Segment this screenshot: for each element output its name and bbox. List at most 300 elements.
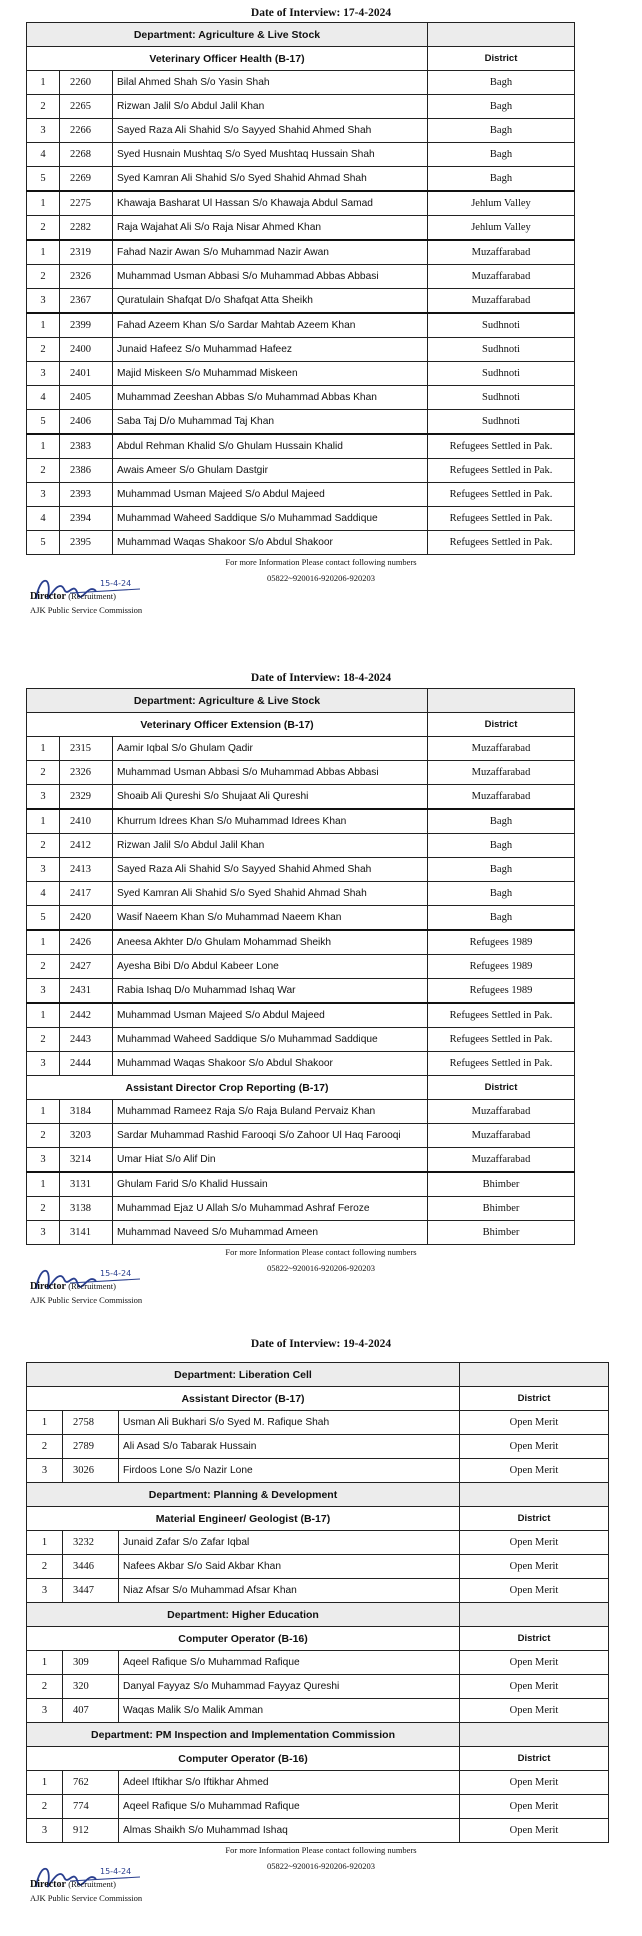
serial-number: 3 — [27, 1579, 63, 1603]
candidate-name: Aqeel Rafique S/o Muhammad Rafique — [119, 1795, 460, 1819]
table-row — [27, 1221, 575, 1245]
district: Muzaffarabad — [428, 1148, 575, 1173]
table-row — [27, 313, 575, 338]
roll-number: 2326 — [60, 265, 113, 289]
serial-number: 4 — [27, 386, 60, 410]
candidate-name: Rizwan Jalil S/o Abdul Jalil Khan — [113, 834, 428, 858]
table-row — [27, 1795, 609, 1819]
contact-numbers: 05822~920016-920206-920203 — [266, 1263, 375, 1273]
roll-number: 2399 — [60, 313, 113, 338]
roll-number: 3026 — [63, 1459, 119, 1483]
candidate-name: Fahad Azeem Khan S/o Sardar Mahtab Azeem Khan — [113, 313, 428, 338]
district: Bagh — [428, 143, 575, 167]
table-row — [27, 119, 575, 143]
candidate-name: Muhammad Waheed Saddique S/o Muhammad Saddique — [113, 1028, 428, 1052]
table-row — [27, 906, 575, 931]
district: Bagh — [428, 95, 575, 119]
department-name: Department: Liberation Cell — [27, 1363, 460, 1387]
table-row — [27, 362, 575, 386]
district: Muzaffarabad — [428, 737, 575, 761]
table-row — [27, 1555, 609, 1579]
commission-name: AJK Public Service Commission — [30, 1893, 143, 1903]
roll-number: 2417 — [60, 882, 113, 906]
table-row — [27, 1771, 609, 1795]
district: Refugees Settled in Pak. — [428, 459, 575, 483]
district: Bhimber — [428, 1172, 575, 1197]
candidate-name: Muhammad Naveed S/o Muhammad Ameen — [113, 1221, 428, 1245]
district: Bagh — [428, 167, 575, 192]
roll-number: 3184 — [60, 1100, 113, 1124]
district: Open Merit — [460, 1435, 609, 1459]
candidate-name: Usman Ali Bukhari S/o Syed M. Rafique Shah — [119, 1411, 460, 1435]
department-row — [27, 1603, 609, 1627]
district: Muzaffarabad — [428, 785, 575, 810]
roll-number: 2431 — [60, 979, 113, 1004]
serial-number: 4 — [27, 882, 60, 906]
district: Open Merit — [460, 1675, 609, 1699]
table-row — [27, 1819, 609, 1843]
roll-number: 2442 — [60, 1003, 113, 1028]
serial-number: 2 — [27, 265, 60, 289]
district-header: District — [460, 1387, 609, 1411]
serial-number: 1 — [27, 191, 60, 216]
roll-number: 2427 — [60, 955, 113, 979]
district: Open Merit — [460, 1795, 609, 1819]
roll-number: 2265 — [60, 95, 113, 119]
candidate-name: Waqas Malik S/o Malik Amman — [119, 1699, 460, 1723]
department-name: Department: Higher Education — [27, 1603, 460, 1627]
candidate-name: Saba Taj D/o Muhammad Taj Khan — [113, 410, 428, 435]
roll-number: 309 — [63, 1651, 119, 1675]
serial-number: 1 — [27, 71, 60, 95]
district-header: District — [428, 47, 575, 71]
interview-date: Date of Interview: 18-4-2024 — [250, 672, 392, 684]
district: Bagh — [428, 858, 575, 882]
blank-cell — [460, 1723, 609, 1747]
director-label: Director (Recruitment) — [30, 1879, 116, 1890]
post-title: Material Engineer/ Geologist (B-17) — [27, 1507, 460, 1531]
candidate-name: Khawaja Basharat Ul Hassan S/o Khawaja Abdul Samad — [113, 191, 428, 216]
candidate-name: Muhammad Rameez Raja S/o Raja Buland Pervaiz Khan — [113, 1100, 428, 1124]
commission-name: AJK Public Service Commission — [30, 1295, 143, 1305]
blank-cell — [460, 1363, 609, 1387]
serial-number: 4 — [27, 507, 60, 531]
table-row — [27, 507, 575, 531]
roll-number: 3203 — [60, 1124, 113, 1148]
signature-image — [30, 1857, 160, 1897]
roll-number: 407 — [63, 1699, 119, 1723]
roll-number: 3141 — [60, 1221, 113, 1245]
post-row — [27, 47, 575, 71]
roll-number: 2758 — [63, 1411, 119, 1435]
serial-number: 1 — [27, 240, 60, 265]
table-row — [27, 1579, 609, 1603]
roll-number: 3232 — [63, 1531, 119, 1555]
district-header: District — [460, 1507, 609, 1531]
serial-number: 2 — [27, 1795, 63, 1819]
director-label: Director (Recruitment) — [30, 591, 116, 602]
district: Muzaffarabad — [428, 289, 575, 314]
commission-name: AJK Public Service Commission — [30, 605, 143, 615]
table-row — [27, 1411, 609, 1435]
candidate-name: Shoaib Ali Qureshi S/o Shujaat Ali Qureshi — [113, 785, 428, 810]
table-row — [27, 338, 575, 362]
district: Muzaffarabad — [428, 265, 575, 289]
district: Sudhnoti — [428, 386, 575, 410]
candidate-name: Muhammad Waheed Saddique S/o Muhammad Saddique — [113, 507, 428, 531]
table-row — [27, 95, 575, 119]
post-row — [27, 1627, 609, 1651]
roll-number: 2383 — [60, 434, 113, 459]
department-row — [27, 1483, 609, 1507]
serial-number: 2 — [27, 95, 60, 119]
serial-number: 1 — [27, 1651, 63, 1675]
district: Bagh — [428, 71, 575, 95]
roll-number: 2405 — [60, 386, 113, 410]
district: Jehlum Valley — [428, 216, 575, 241]
roll-number: 2266 — [60, 119, 113, 143]
candidate-name: Sardar Muhammad Rashid Farooqi S/o Zahoor Ul Haq Farooqi — [113, 1124, 428, 1148]
candidate-name: Danyal Fayyaz S/o Muhammad Fayyaz Qureshi — [119, 1675, 460, 1699]
district: Bagh — [428, 882, 575, 906]
district: Open Merit — [460, 1651, 609, 1675]
district: Sudhnoti — [428, 362, 575, 386]
district: Refugees Settled in Pak. — [428, 1028, 575, 1052]
candidate-name: Syed Kamran Ali Shahid S/o Syed Shahid Ahmad Shah — [113, 882, 428, 906]
roll-number: 2426 — [60, 930, 113, 955]
district: Refugees 1989 — [428, 930, 575, 955]
serial-number: 5 — [27, 906, 60, 931]
candidate-name: Fahad Nazir Awan S/o Muhammad Nazir Awan — [113, 240, 428, 265]
candidate-name: Quratulain Shafqat D/o Shafqat Atta Sheikh — [113, 289, 428, 314]
department-row — [27, 23, 575, 47]
candidate-name: Muhammad Usman Abbasi S/o Muhammad Abbas Abbasi — [113, 265, 428, 289]
district: Muzaffarabad — [428, 761, 575, 785]
candidate-name: Firdoos Lone S/o Nazir Lone — [119, 1459, 460, 1483]
serial-number: 5 — [27, 531, 60, 555]
roll-number: 3131 — [60, 1172, 113, 1197]
interview-date: Date of Interview: 17-4-2024 — [250, 7, 392, 19]
serial-number: 1 — [27, 809, 60, 834]
candidate-name: Adeel Iftikhar S/o Iftikhar Ahmed — [119, 1771, 460, 1795]
table-row — [27, 955, 575, 979]
candidate-name: Raja Wajahat Ali S/o Raja Nisar Ahmed Khan — [113, 216, 428, 241]
department-name: Department: Planning & Development — [27, 1483, 460, 1507]
district: Muzaffarabad — [428, 1124, 575, 1148]
serial-number: 3 — [27, 1148, 60, 1173]
table-row — [27, 1003, 575, 1028]
candidate-name: Ayesha Bibi D/o Abdul Kabeer Lone — [113, 955, 428, 979]
table-row — [27, 1459, 609, 1483]
roll-number: 2329 — [60, 785, 113, 810]
blank-cell — [460, 1483, 609, 1507]
candidate-name: Umar Hiat S/o Alif Din — [113, 1148, 428, 1173]
serial-number: 1 — [27, 1100, 60, 1124]
candidate-name: Aamir Iqbal S/o Ghulam Qadir — [113, 737, 428, 761]
district: Bagh — [428, 119, 575, 143]
department-name: Department: Agriculture & Live Stock — [27, 689, 428, 713]
district-header: District — [460, 1747, 609, 1771]
serial-number: 3 — [27, 362, 60, 386]
post-title: Computer Operator (B-16) — [27, 1627, 460, 1651]
table-row — [27, 809, 575, 834]
table-row — [27, 1124, 575, 1148]
table-row — [27, 289, 575, 314]
candidate-name: Awais Ameer S/o Ghulam Dastgir — [113, 459, 428, 483]
candidate-name: Syed Husnain Mushtaq S/o Syed Mushtaq Hussain Shah — [113, 143, 428, 167]
candidate-name: Sayed Raza Ali Shahid S/o Sayyed Shahid Ahmed Shah — [113, 858, 428, 882]
table-row — [27, 737, 575, 761]
contact-note: For more Information Please contact following numbers — [225, 1845, 417, 1855]
district: Open Merit — [460, 1579, 609, 1603]
serial-number: 1 — [27, 1003, 60, 1028]
roll-number: 2789 — [63, 1435, 119, 1459]
district: Jehlum Valley — [428, 191, 575, 216]
candidate-name: Rabia Ishaq D/o Muhammad Ishaq War — [113, 979, 428, 1004]
district: Open Merit — [460, 1555, 609, 1579]
candidates-table — [26, 688, 575, 1245]
candidate-name: Syed Kamran Ali Shahid S/o Syed Shahid Ahmad Shah — [113, 167, 428, 192]
roll-number: 2444 — [60, 1052, 113, 1076]
candidate-name: Majid Miskeen S/o Muhammad Miskeen — [113, 362, 428, 386]
district-header: District — [428, 713, 575, 737]
department-row — [27, 689, 575, 713]
serial-number: 3 — [27, 1819, 63, 1843]
district: Bhimber — [428, 1197, 575, 1221]
candidate-name: Ali Asad S/o Tabarak Hussain — [119, 1435, 460, 1459]
candidates-table — [26, 1362, 609, 1843]
table-row — [27, 240, 575, 265]
roll-number: 2400 — [60, 338, 113, 362]
district: Open Merit — [460, 1411, 609, 1435]
interview-date: Date of Interview: 19-4-2024 — [250, 1338, 392, 1350]
serial-number: 1 — [27, 434, 60, 459]
svg-text:15-4-24: 15-4-24 — [100, 579, 132, 588]
candidate-name: Bilal Ahmed Shah S/o Yasin Shah — [113, 71, 428, 95]
serial-number: 2 — [27, 459, 60, 483]
department-row — [27, 1363, 609, 1387]
table-row — [27, 1699, 609, 1723]
serial-number: 3 — [27, 1052, 60, 1076]
blank-cell — [460, 1603, 609, 1627]
candidate-name: Aqeel Rafique S/o Muhammad Rafique — [119, 1651, 460, 1675]
table-row — [27, 1172, 575, 1197]
candidate-name: Muhammad Waqas Shakoor S/o Abdul Shakoor — [113, 1052, 428, 1076]
serial-number: 1 — [27, 313, 60, 338]
roll-number: 2412 — [60, 834, 113, 858]
district: Bagh — [428, 906, 575, 931]
candidate-name: Niaz Afsar S/o Muhammad Afsar Khan — [119, 1579, 460, 1603]
candidate-name: Muhammad Zeeshan Abbas S/o Muhammad Abbas Khan — [113, 386, 428, 410]
signature-image — [30, 569, 160, 609]
district: Refugees Settled in Pak. — [428, 483, 575, 507]
district: Refugees 1989 — [428, 979, 575, 1004]
roll-number: 3214 — [60, 1148, 113, 1173]
serial-number: 3 — [27, 483, 60, 507]
roll-number: 2319 — [60, 240, 113, 265]
candidate-name: Muhammad Waqas Shakoor S/o Abdul Shakoor — [113, 531, 428, 555]
district: Muzaffarabad — [428, 240, 575, 265]
post-row — [27, 1747, 609, 1771]
district: Refugees Settled in Pak. — [428, 434, 575, 459]
candidate-name: Muhammad Usman Abbasi S/o Muhammad Abbas Abbasi — [113, 761, 428, 785]
post-title: Assistant Director (B-17) — [27, 1387, 460, 1411]
serial-number: 5 — [27, 167, 60, 192]
roll-number: 2410 — [60, 809, 113, 834]
table-row — [27, 1675, 609, 1699]
district: Bagh — [428, 834, 575, 858]
table-row — [27, 459, 575, 483]
serial-number: 2 — [27, 955, 60, 979]
district: Open Merit — [460, 1699, 609, 1723]
table-row — [27, 979, 575, 1004]
post-title: Assistant Director Crop Reporting (B-17) — [27, 1076, 428, 1100]
roll-number: 774 — [63, 1795, 119, 1819]
district: Open Merit — [460, 1819, 609, 1843]
roll-number: 2260 — [60, 71, 113, 95]
serial-number: 2 — [27, 1435, 63, 1459]
roll-number: 2269 — [60, 167, 113, 192]
table-row — [27, 265, 575, 289]
district: Refugees Settled in Pak. — [428, 507, 575, 531]
candidate-name: Almas Shaikh S/o Muhammad Ishaq — [119, 1819, 460, 1843]
candidate-name: Rizwan Jalil S/o Abdul Jalil Khan — [113, 95, 428, 119]
serial-number: 1 — [27, 1172, 60, 1197]
director-label: Director (Recruitment) — [30, 1281, 116, 1292]
candidates-table — [26, 22, 575, 555]
district: Sudhnoti — [428, 338, 575, 362]
roll-number: 912 — [63, 1819, 119, 1843]
roll-number: 2275 — [60, 191, 113, 216]
serial-number: 2 — [27, 1124, 60, 1148]
department-name: Department: Agriculture & Live Stock — [27, 23, 428, 47]
contact-note: For more Information Please contact following numbers — [225, 1247, 417, 1257]
svg-text:15-4-24: 15-4-24 — [100, 1867, 132, 1876]
candidate-name: Khurrum Idrees Khan S/o Muhammad Idrees Khan — [113, 809, 428, 834]
signature-image — [30, 1259, 160, 1299]
blank-cell — [428, 23, 575, 47]
table-row — [27, 71, 575, 95]
table-row — [27, 386, 575, 410]
table-row — [27, 216, 575, 241]
table-row — [27, 1148, 575, 1173]
table-row — [27, 1435, 609, 1459]
roll-number: 2367 — [60, 289, 113, 314]
candidate-name: Sayed Raza Ali Shahid S/o Sayyed Shahid Ahmed Shah — [113, 119, 428, 143]
post-title: Veterinary Officer Extension (B-17) — [27, 713, 428, 737]
roll-number: 3447 — [63, 1579, 119, 1603]
serial-number: 2 — [27, 834, 60, 858]
blank-cell — [428, 689, 575, 713]
roll-number: 2406 — [60, 410, 113, 435]
candidate-name: Ghulam Farid S/o Khalid Hussain — [113, 1172, 428, 1197]
serial-number: 2 — [27, 1675, 63, 1699]
serial-number: 3 — [27, 1699, 63, 1723]
district-header: District — [460, 1627, 609, 1651]
district: Sudhnoti — [428, 313, 575, 338]
candidate-name: Muhammad Ejaz U Allah S/o Muhammad Ashraf Feroze — [113, 1197, 428, 1221]
post-row — [27, 713, 575, 737]
serial-number: 2 — [27, 338, 60, 362]
table-row — [27, 410, 575, 435]
serial-number: 5 — [27, 410, 60, 435]
serial-number: 1 — [27, 930, 60, 955]
table-row — [27, 531, 575, 555]
table-row — [27, 1100, 575, 1124]
post-row — [27, 1076, 575, 1100]
serial-number: 3 — [27, 1221, 60, 1245]
roll-number: 2282 — [60, 216, 113, 241]
serial-number: 2 — [27, 1555, 63, 1579]
table-row — [27, 143, 575, 167]
candidate-name: Muhammad Usman Majeed S/o Abdul Majeed — [113, 483, 428, 507]
district: Open Merit — [460, 1531, 609, 1555]
candidate-name: Nafees Akbar S/o Said Akbar Khan — [119, 1555, 460, 1579]
table-row — [27, 1028, 575, 1052]
table-row — [27, 834, 575, 858]
table-row — [27, 1052, 575, 1076]
post-row — [27, 1507, 609, 1531]
candidate-name: Wasif Naeem Khan S/o Muhammad Naeem Khan — [113, 906, 428, 931]
serial-number: 3 — [27, 1459, 63, 1483]
serial-number: 2 — [27, 761, 60, 785]
candidate-name: Aneesa Akhter D/o Ghulam Mohammad Sheikh — [113, 930, 428, 955]
district: Open Merit — [460, 1771, 609, 1795]
candidate-name: Junaid Hafeez S/o Muhammad Hafeez — [113, 338, 428, 362]
roll-number: 2393 — [60, 483, 113, 507]
district: Open Merit — [460, 1459, 609, 1483]
district: Bhimber — [428, 1221, 575, 1245]
serial-number: 2 — [27, 1028, 60, 1052]
table-row — [27, 167, 575, 192]
roll-number: 2401 — [60, 362, 113, 386]
roll-number: 2326 — [60, 761, 113, 785]
roll-number: 2386 — [60, 459, 113, 483]
roll-number: 3446 — [63, 1555, 119, 1579]
table-row — [27, 191, 575, 216]
table-row — [27, 434, 575, 459]
serial-number: 3 — [27, 785, 60, 810]
table-row — [27, 858, 575, 882]
serial-number: 1 — [27, 737, 60, 761]
district: Muzaffarabad — [428, 1100, 575, 1124]
serial-number: 3 — [27, 119, 60, 143]
table-row — [27, 882, 575, 906]
district-header: District — [428, 1076, 575, 1100]
serial-number: 1 — [27, 1531, 63, 1555]
serial-number: 1 — [27, 1771, 63, 1795]
department-row — [27, 1723, 609, 1747]
table-row — [27, 785, 575, 810]
roll-number: 762 — [63, 1771, 119, 1795]
serial-number: 3 — [27, 289, 60, 314]
district: Sudhnoti — [428, 410, 575, 435]
roll-number: 2268 — [60, 143, 113, 167]
department-name: Department: PM Inspection and Implementation Commission — [27, 1723, 460, 1747]
serial-number: 4 — [27, 143, 60, 167]
post-title: Veterinary Officer Health (B-17) — [27, 47, 428, 71]
roll-number: 3138 — [60, 1197, 113, 1221]
svg-text:15-4-24: 15-4-24 — [100, 1269, 132, 1278]
table-row — [27, 761, 575, 785]
table-row — [27, 930, 575, 955]
serial-number: 2 — [27, 1197, 60, 1221]
roll-number: 2395 — [60, 531, 113, 555]
roll-number: 320 — [63, 1675, 119, 1699]
post-row — [27, 1387, 609, 1411]
table-row — [27, 1651, 609, 1675]
roll-number: 2394 — [60, 507, 113, 531]
